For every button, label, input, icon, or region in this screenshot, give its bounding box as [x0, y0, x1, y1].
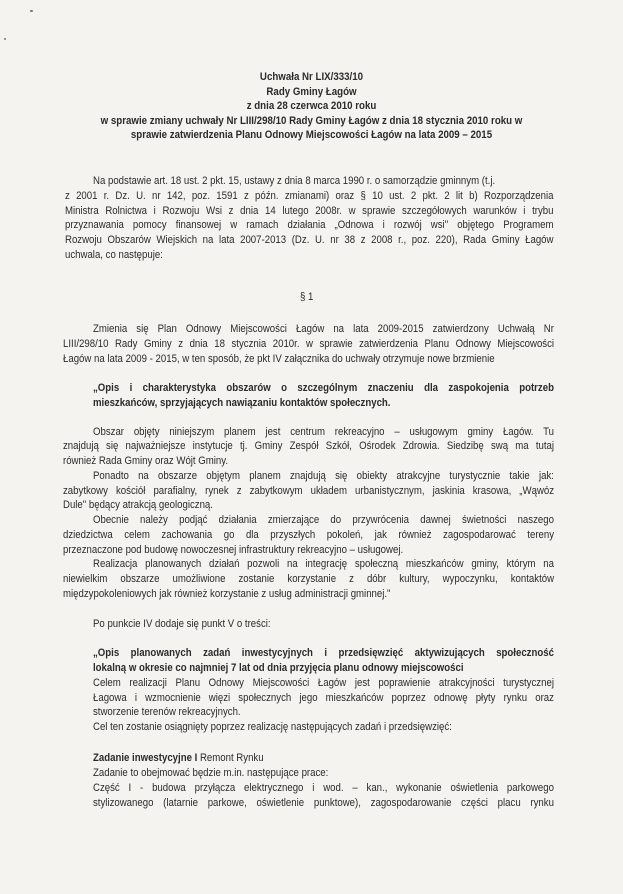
body-line: stworzenie terenów rekreacyjnych. — [93, 706, 241, 718]
body-line: również Rada Gminy oraz Wójt Gminy. — [63, 455, 229, 467]
paragraph-line: Łagów na lata 2009 - 2015, w ten sposób, że pkt IV załącznika do uchwały otrzymuje nowe brzmienie — [63, 353, 495, 365]
paragraph-line: Po punkcie IV dodaje się punkt V o treści: — [93, 618, 271, 630]
body-line: Zadanie to obejmować będzie m.in. następujące prace: — [93, 767, 329, 779]
preamble-line: Na podstawie art. 18 ust. 2 pkt. 15, ustawy z dnia 8 marca 1990 r. o samorządzie gminnym (t.j. — [93, 175, 496, 187]
body-line: zabytkowy kościół parafialny, rynek z zabytkowym układem urbanistycznym, jaskinia krasowa, „Wąwóz — [63, 485, 555, 497]
body-line: Część I - budowa przyłącza elektrycznego i wod. – kan., wykonanie oświetlenia parkowego — [93, 782, 554, 794]
resolution-date: z dnia 28 czerwca 2010 roku — [246, 100, 377, 113]
task-label: Zadanie inwestycyjne I — [93, 752, 198, 764]
preamble-line: Ministra Rolnictwa i Rozwoju Wsi z dnia 14 lutego 2008r. w sprawie szczegółowych warunków i trybu — [65, 205, 554, 217]
body-line: Realizacja planowanych działań pozwoli na integrację społeczną mieszkańców gminy, którym na — [93, 558, 554, 570]
resolution-number: Uchwała Nr LIX/333/10 — [259, 71, 364, 83]
body-line: Cel ten zostanie osiągnięty poprzez realizację następujących zadań i przedsięwzięć: — [93, 721, 452, 733]
body-line: stylizowanego (latarnie parkowe, oświetlenie punktowe), zagospodarowanie części placu rynku — [93, 797, 554, 809]
body-line: niewielkim obszarze umożliwione zostanie korzystanie z dóbr kultury, wypoczynku, kontaktów — [63, 573, 555, 585]
section-heading-line: lokalną w okresie co najmniej 7 lat od dnia przyjęcia planu odnowy miejscowości — [93, 662, 464, 674]
resolution-subject-line1: w sprawie zmiany uchwały Nr LIII/298/10 Rady Gminy Łagów z dnia 18 stycznia 2010 roku w — [100, 114, 523, 127]
resolution-heading — [95, 70, 528, 143]
council-name: Rady Gminy Łagów — [266, 85, 357, 98]
preamble-line: przyznawania pomocy finansowej w ramach działania „Odnowa i rozwój wsi" objętego Programem — [65, 219, 554, 231]
paragraph-line: Zmienia się Plan Odnowy Miejscowości Łagów na lata 2009-2015 zatwierdzony Uchwałą Nr — [93, 323, 554, 335]
section-heading-line: „Opis i charakterystyka obszarów o szczególnym znaczeniu dla zaspokojenia potrzeb — [93, 382, 554, 394]
preamble-line: z 2001 r. Dz. U. nr 142, poz. 1591 z późn. zmianami) oraz § 10 ust. 2 pkt. 2 lit b) Rozporządzenia — [65, 190, 554, 202]
scan-speck — [4, 38, 6, 40]
preamble-line: Rozwoju Obszarów Wiejskich na lata 2007-2013 (Dz. U. nr 38 z 2008 r., poz. 220), Rada Gminy Łagów — [65, 234, 554, 246]
paragraph-line: LIII/298/10 Rady Gminy z dnia 18 stycznia 2010r. w sprawie zatwierdzenia Planu Odnowy Miejscowości — [63, 338, 555, 350]
body-line: dziedzictwa celem zachowania go dla przyszłych pokoleń, jak również zagospodarować tereny — [63, 529, 555, 541]
body-line: Łagowa i wzmocnienie więzi społecznych jego mieszkańców poprzez odnowę płyty rynku oraz — [93, 692, 554, 704]
task-heading — [93, 751, 264, 766]
body-line: przeznaczone pod budowę nowoczesnej infrastruktury rekreacyjno – usługowej. — [63, 544, 404, 556]
body-line: Celem realizacji Planu Odnowy Miejscowości Łagów jest poprawienie atrakcyjności turystycznej — [93, 677, 554, 689]
resolution-subject-line2: sprawie zatwierdzenia Planu Odnowy Miejscowości Łagów na lata 2009 – 2015 — [130, 129, 493, 142]
task-title: Remont Rynku — [197, 752, 264, 764]
body-line: Obecnie należy podjąć działania zmierzające do przywrócenia dawnej świetności naszego — [93, 514, 554, 526]
section-heading-line: „Opis planowanych zadań inwestycyjnych i przedsięwzięć aktywizujących społeczność — [93, 647, 554, 659]
body-line: znajdują się najważniejsze instytucje tj. Gminy Zespół Szkół, Ośrodek Zdrowia. Siedzibę swą ma tutaj — [63, 440, 555, 452]
body-line: Dule" będący atrakcją geologiczną. — [63, 499, 213, 511]
preamble-line: uchwala, co następuje: — [65, 249, 163, 261]
body-line: Ponadto na obszarze objętym planem znajdują się obiekty atrakcyjne turystycznie takie jak: — [93, 470, 554, 482]
body-line: międzypokoleniowych jak również korzystanie z usług administracji gminnej." — [63, 588, 391, 600]
body-line: Obszar objęty niniejszym planem jest centrum rekreacyjno – usługowym gminy Łagów. Tu — [93, 426, 554, 438]
section-heading-line: mieszkańców, sprzyjających nawiązaniu kontaktów społecznych. — [93, 397, 391, 409]
scan-speck — [30, 10, 33, 12]
section-mark: § 1 — [300, 291, 314, 303]
